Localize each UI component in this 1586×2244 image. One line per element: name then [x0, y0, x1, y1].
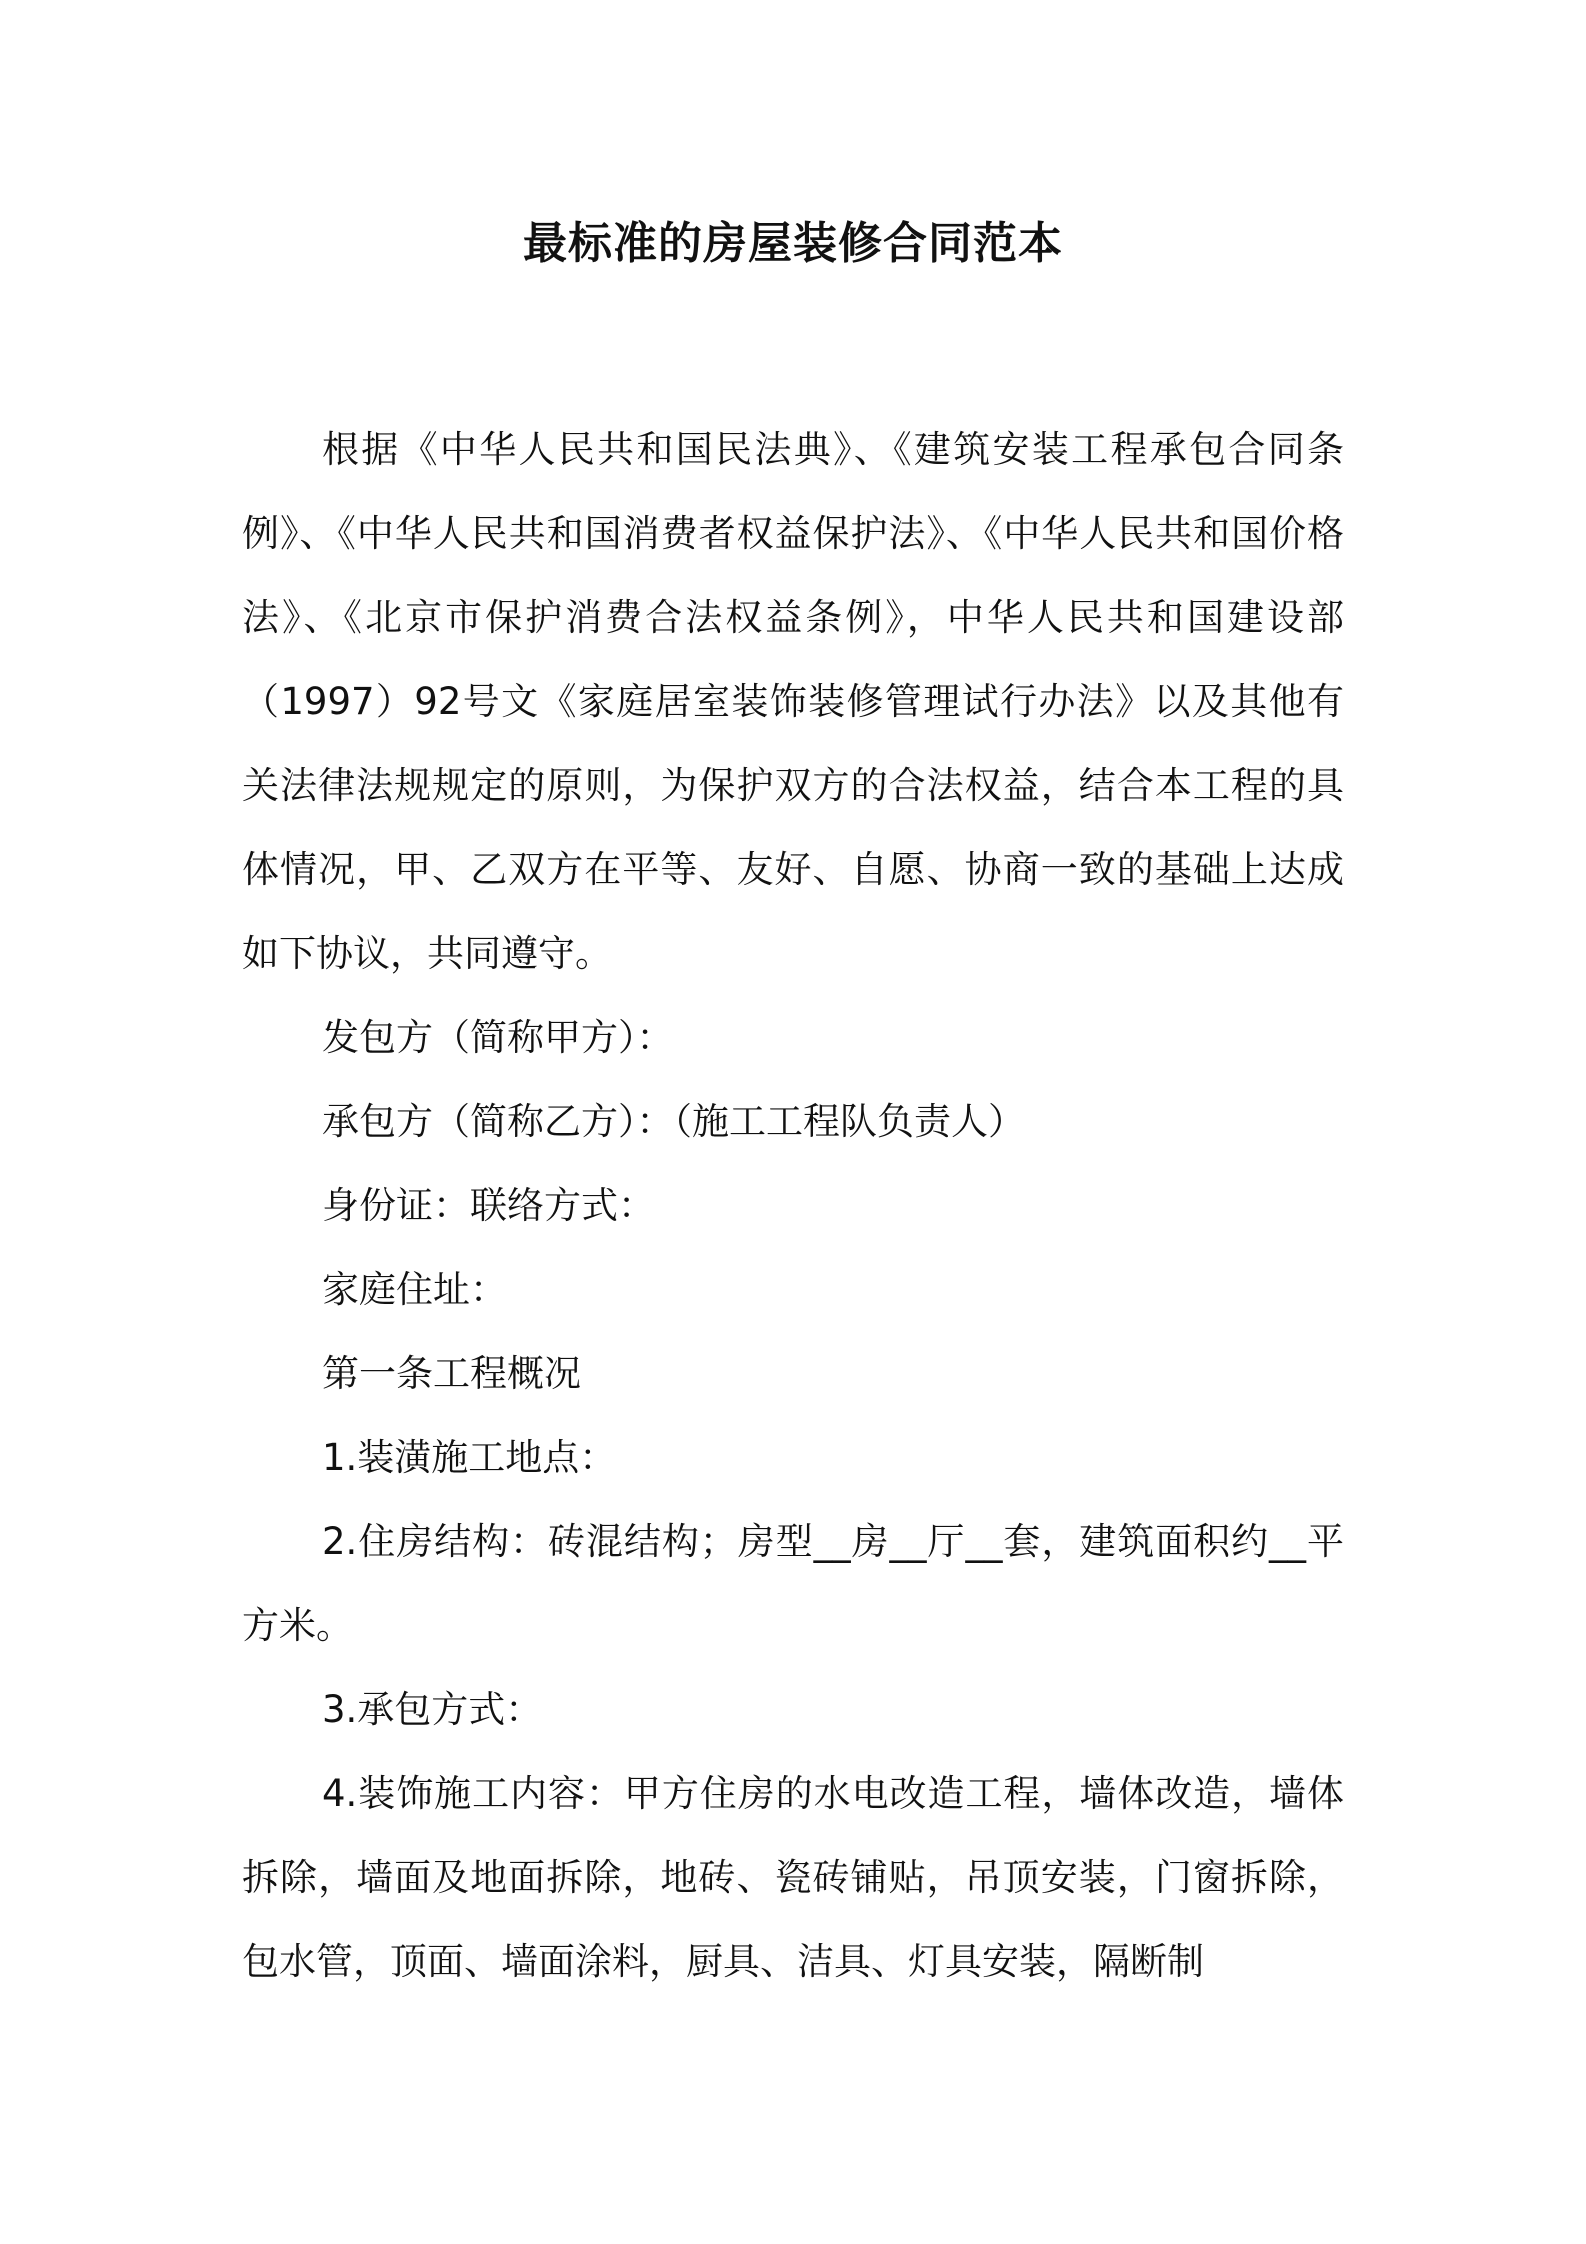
id-contact-line: 身份证：联络方式： — [322, 1184, 655, 1227]
item-1-location: 1.装潢施工地点： — [322, 1436, 617, 1479]
item-2-structure: 2.住房结构：砖混结构；房型__房__厅__套，建筑面积约__平方米。 — [242, 1520, 1344, 1647]
document-title: 最标准的房屋装修合同范本 — [523, 218, 1063, 269]
home-address-line: 家庭住址： — [322, 1268, 507, 1311]
intro-paragraph: 根据《中华人民共和国民法典》、《建筑安装工程承包合同条例》、《中华人民共和国消费者权益保护法》、《中华人民共和国价格法》、《北京市保护消费合法权益条例》，中华人民共和国建设部（1997）92号文《家庭居室装饰装修管理试行办法》以及其他有关法律法规规定的原则，为保护双方的合法权益，结合本工程的具体情况，甲、乙双方在平等、友好、自愿、协商一致的基础上达成如下协议，共同遵守。 — [242, 428, 1344, 975]
item-3-contract-method: 3.承包方式： — [322, 1688, 543, 1731]
party-b-line: 承包方（简称乙方）：（施工工程队负责人） — [322, 1100, 1025, 1143]
article-one-heading: 第一条工程概况 — [322, 1352, 581, 1395]
document-body — [242, 408, 1344, 2004]
party-a-line: 发包方（简称甲方）： — [322, 1016, 674, 1059]
item-4-construction-content: 4.装饰施工内容：甲方住房的水电改造工程，墙体改造，墙体拆除，墙面及地面拆除，地砖、瓷砖铺贴，吊顶安装，门窗拆除，包水管，顶面、墙面涂料，厨具、洁具、灯具安装，隔断制 — [242, 1772, 1344, 1983]
